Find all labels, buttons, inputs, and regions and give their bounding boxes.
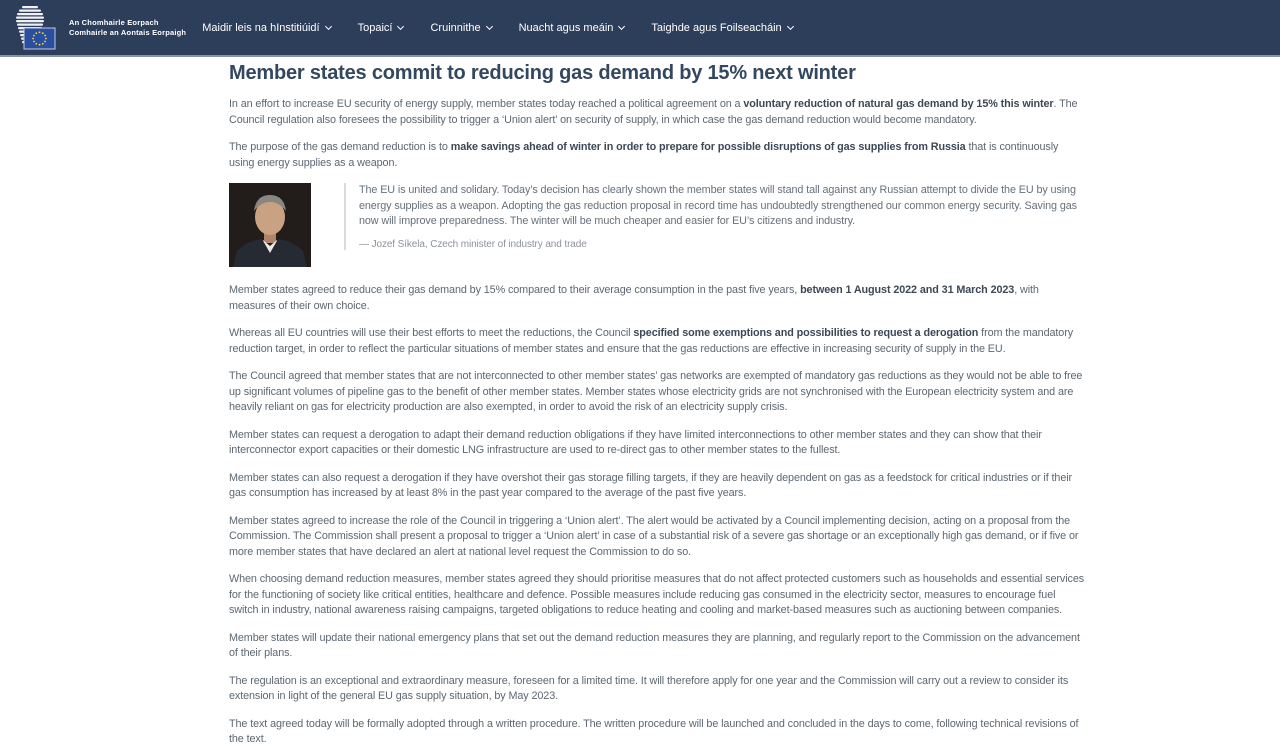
paragraph-text: Member states will update their national emergency plans that set out the demand reduction measures they are planning, and regularly report to the Commission on the advancement of their plans.: [229, 631, 1080, 659]
article-paragraph: [229, 514, 1085, 561]
paragraph-text: In an effort to increase EU security of energy supply, member states today reached a political agreement on a: [229, 98, 744, 110]
chevron-down-icon: [325, 22, 332, 29]
article-paragraph: [229, 283, 1085, 314]
paragraph-text: The text agreed today will be formally adopted through a written procedure. The written procedure will be launched and concluded in the days to come, following technical revisions of the text.: [229, 717, 1079, 745]
article-paragraph: [229, 140, 1085, 171]
nav-item-label: Taighde agus Foilseacháin: [651, 21, 782, 34]
nav-item-label: Nuacht agus meáin: [518, 21, 614, 34]
article-paragraph: [229, 674, 1085, 705]
paragraph-text: Member states can also request a derogation if they have overshot their gas storage filling targets, if they are heavily dependent on gas as a feedstock for critical industries or if their gas consumption has increased by at least 8% in the past year compared to the average of the past five years.: [229, 471, 1073, 499]
paragraph-text: Member states agreed to increase the role of the Council in triggering a ‘Union alert’. The alert would be activated by a Council implementing decision, acting on a proposal from the Commission. The Commission shall present a proposal to trigger a ‘Union alert’ in case of a substantial risk of a severe gas shortage or an exceptionally high gas demand, or if five or more member states that have declared an alert at national level request the Commission to do so.: [229, 514, 1079, 558]
chevron-down-icon: [787, 22, 794, 29]
nav-item-nuacht-agus-meain[interactable]: [519, 22, 625, 34]
council-logo[interactable]: [8, 4, 186, 52]
quote-text: The EU is united and solidary. Today’s decision has clearly shown the member states will stand tall against any Russian attempt to divide the EU by using energy supplies as a weapon. Adopting the gas reduction proposal in record time has undoubtedly strengthened our common energy security. Saving gas now will improve preparedness. The winter will be much cheaper and easier for EU’s citizens and industry.: [359, 184, 1077, 228]
article-paragraph: [229, 471, 1085, 502]
nav-item-label: Cruinnithe: [430, 21, 481, 34]
nav-item-topaici[interactable]: [358, 22, 404, 34]
chevron-down-icon: [397, 22, 404, 29]
main-nav: [202, 22, 792, 34]
article-paragraph: [229, 572, 1085, 619]
paragraph-text: . The Council regulation also foresees the possibility to trigger a ‘Union alert’ on security of supply, in which case the gas demand reduction would become mandatory.: [229, 98, 1078, 126]
body-paragraphs: [229, 283, 1085, 748]
article-paragraph: [229, 631, 1085, 662]
paragraph-text: Whereas all EU countries will use their best efforts to meet the reductions, the Council: [229, 327, 634, 339]
paragraph-bold-text: between 1 August 2022 and 31 March 2023: [800, 284, 1015, 296]
paragraph-text: Member states agreed to reduce their gas demand by 15% compared to their average consumption in the past five years,: [229, 284, 801, 296]
quote-block: [229, 183, 1085, 267]
paragraph-bold-text: specified some exemptions and possibilities to request a derogation: [633, 327, 979, 339]
chevron-down-icon: [618, 22, 625, 29]
paragraph-text: The Council agreed that member states that are not interconnected to other member states’ gas networks are exempted of mandatory gas reductions as they would not be able to free up significant volumes of pipeline gas to the benefit of other member states. Member states whose electricity grids are not synchronised with the European electricity system and are heavily reliant on gas for electricity production are also exempted, in order to avoid the risk of an electricity supply crisis.: [229, 370, 1083, 413]
paragraph-text: , with measures of their own choice.: [229, 284, 1039, 312]
paragraph-text: The purpose of the gas demand reduction is to: [229, 141, 451, 153]
eu-council-logo-icon: [8, 4, 58, 52]
paragraph-text: The regulation is an exceptional and extraordinary measure, foreseen for a limited time. It will therefore apply for one year and the Commission will carry out a review to consider its extension in light of the general EU gas supply situation, by May 2023.: [229, 674, 1069, 702]
quote-attribution: — Jozef Síkela, Czech minister of industry and trade: [359, 239, 587, 251]
nav-item-maidir-leis-na-hinstitiuidi[interactable]: [202, 22, 330, 34]
article-paragraph: [229, 326, 1085, 357]
article-paragraph: [229, 97, 1085, 128]
org-name-line2: Comhairle an Aontais Eorpaigh: [69, 27, 187, 37]
article: [229, 57, 1085, 748]
paragraph-text: from the mandatory reduction target, in order to reflect the particular situations of member states and ensure that the gas reductions are effective in increasing security of supply in the EU.: [229, 327, 1073, 355]
intro-paragraphs: [229, 97, 1085, 171]
nav-item-label: Topaicí: [357, 21, 393, 34]
org-name-line1: An Chomhairle Eorpach: [69, 18, 159, 27]
page-title: Member states commit to reducing gas demand by 15% next winter: [229, 62, 856, 84]
nav-item-taighde-agus-foilseachain[interactable]: [651, 22, 792, 34]
paragraph-bold-text: make savings ahead of winter in order to prepare for possible disruptions of gas supplies from Russia: [450, 141, 966, 153]
paragraph-bold-text: voluntary reduction of natural gas demand by 15% this winter: [743, 98, 1054, 110]
article-paragraph: [229, 369, 1085, 416]
paragraph-text: Member states can request a derogation to adapt their demand reduction obligations if they have limited interconnections to other member states and they can show that their interconnector export capacities or their domestic LNG infrastructure are used to re-direct gas to other member states to the fullest.: [229, 428, 1042, 456]
chevron-down-icon: [486, 22, 493, 29]
quote-content: [344, 183, 1085, 250]
nav-item-cruinnithe[interactable]: [430, 22, 491, 34]
paragraph-text: that is continuously using energy supplies as a weapon.: [229, 141, 1059, 169]
paragraph-text: When choosing demand reduction measures, member states agreed they should prioritise measures that do not affect protected customers such as households and essential services for the functioning of society like critical entities, healthcare and defence. Possible measures include reducing gas consumed in the electricity sector, measures to encourage fuel switch in industry, national awareness raising campaigns, targeted obligations to reduce heating and cooling and market-based measures such as auctioning between companies.: [229, 573, 1085, 616]
article-paragraph: [229, 717, 1085, 748]
article-paragraph: [229, 428, 1085, 459]
site-header: [0, 0, 1280, 57]
minister-photo: [229, 183, 311, 267]
nav-item-label: Maidir leis na hInstitiúidí: [202, 21, 320, 34]
